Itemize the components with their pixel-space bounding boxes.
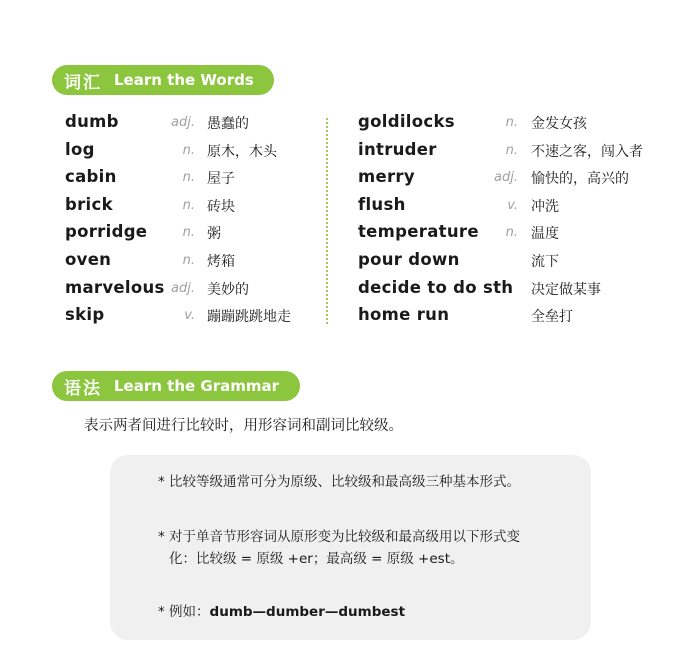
grammar-note-2	[158, 526, 538, 570]
vocab-meaning: 烤箱	[207, 253, 235, 270]
vocab-word: goldilocks	[358, 112, 455, 131]
vocab-word: intruder	[358, 139, 437, 159]
vocab-word: cabin	[65, 167, 117, 187]
vocab-row	[358, 140, 658, 168]
vocab-part-of-speech: n.	[182, 252, 195, 268]
grammar-note-2-line-1: * 对于单音节形容词从原形变为比较级和最高级用以下形式变	[158, 529, 521, 545]
vocab-meaning: 蹦蹦跳跳地走	[207, 309, 291, 326]
grammar-note-2-line-2: 化：比较级 = 原级 +er；最高级 = 原级 +est。	[169, 551, 464, 567]
vocab-row	[65, 278, 305, 306]
grammar-note-3-prefix: * 例如：	[158, 604, 210, 620]
vocab-meaning: 屋子	[207, 171, 235, 188]
vocab-part-of-speech: n.	[182, 197, 195, 213]
vocab-part-of-speech: adj.	[171, 280, 195, 296]
vocab-part-of-speech: v.	[507, 197, 518, 213]
vocab-meaning: 粥	[207, 226, 221, 243]
vocab-part-of-speech: v.	[184, 308, 195, 324]
vocab-row	[358, 278, 658, 306]
vocab-meaning: 金发女孩	[531, 116, 587, 132]
grammar-example: dumb—dumber—dumbest	[209, 604, 406, 620]
vocab-part-of-speech: n.	[505, 142, 518, 158]
grammar-note-1: * 比较等级通常可分为原级、比较级和最高级三种基本形式。	[158, 474, 521, 490]
vocab-word: marvelous	[65, 277, 165, 297]
words-section-header	[52, 65, 274, 95]
vocab-word: temperature	[358, 222, 479, 242]
vocab-word: home run	[358, 305, 450, 325]
vocab-row	[358, 222, 658, 250]
words-title-en: Learn the Words	[114, 71, 254, 89]
vocab-meaning: 流下	[531, 253, 559, 270]
vocab-word: oven	[65, 249, 112, 269]
vocab-word: pour down	[358, 249, 460, 269]
vocab-meaning: 愚蠢的	[207, 116, 249, 132]
column-divider	[326, 118, 328, 324]
vocab-row	[65, 167, 305, 195]
vocab-row	[358, 167, 658, 195]
vocab-meaning: 美妙的	[207, 281, 249, 298]
vocab-row	[358, 250, 658, 278]
vocab-row	[65, 140, 305, 168]
vocab-row	[358, 112, 658, 140]
vocab-word: merry	[358, 167, 415, 187]
vocab-row	[65, 195, 305, 223]
grammar-intro: 表示两者间进行比较时，用形容词和副词比较级。	[84, 418, 403, 434]
vocab-row	[358, 195, 658, 223]
vocab-word: skip	[65, 305, 105, 325]
vocab-word: log	[65, 139, 95, 159]
vocab-meaning: 原木，木头	[207, 143, 277, 160]
vocab-word: porridge	[65, 222, 148, 242]
vocab-part-of-speech: adj.	[171, 115, 195, 130]
vocab-part-of-speech: n.	[182, 142, 195, 158]
vocab-row	[65, 305, 305, 333]
vocab-row	[65, 250, 305, 278]
grammar-section-header	[52, 371, 300, 401]
vocab-meaning: 全垒打	[531, 309, 573, 326]
vocab-row	[65, 222, 305, 250]
vocab-row	[65, 112, 305, 140]
vocab-part-of-speech: adj.	[494, 170, 518, 186]
vocab-meaning: 温度	[531, 226, 559, 243]
vocab-left-column	[65, 112, 305, 333]
vocab-meaning: 不速之客，闯入者	[531, 143, 643, 160]
vocab-word: brick	[65, 194, 113, 214]
vocab-meaning: 砖块	[207, 198, 235, 215]
grammar-title-en: Learn the Grammar	[114, 377, 280, 395]
vocab-word: dumb	[65, 112, 119, 131]
vocab-part-of-speech: n.	[182, 225, 195, 241]
vocab-meaning: 冲洗	[531, 198, 559, 215]
vocab-right-column	[358, 112, 658, 333]
grammar-note-3	[158, 601, 405, 623]
words-title-cn: 词汇	[64, 72, 102, 93]
vocab-part-of-speech: n.	[505, 115, 518, 130]
vocab-word: decide to do sth	[358, 277, 514, 297]
vocab-part-of-speech: n.	[182, 170, 195, 186]
vocab-row	[358, 305, 658, 333]
vocab-meaning: 愉快的，高兴的	[531, 171, 629, 188]
vocab-word: flush	[358, 194, 406, 214]
vocab-part-of-speech: n.	[505, 225, 518, 241]
vocab-meaning: 决定做某事	[531, 281, 601, 298]
grammar-title-cn: 语法	[64, 378, 102, 399]
